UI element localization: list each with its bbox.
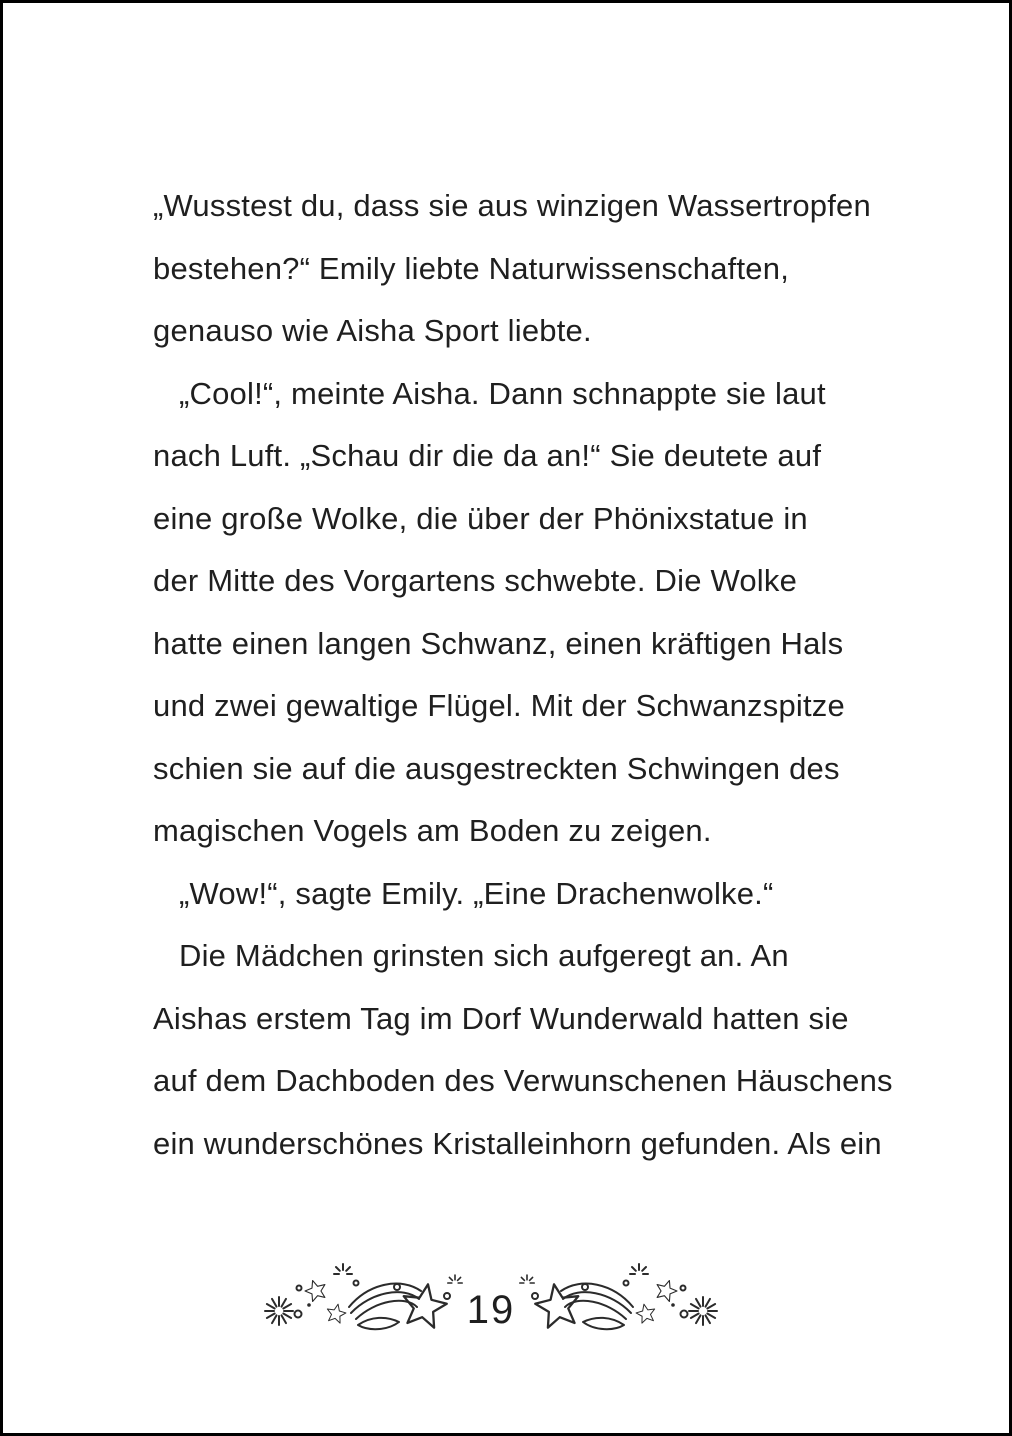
text-line: ein wunderschönes Kristalleinhorn gefunden. Als ein bbox=[153, 1125, 882, 1161]
text-line: bestehen?“ Emily liebte Naturwissenschaften, bbox=[153, 250, 790, 286]
text-line: schien sie auf die ausgestreckten Schwingen des bbox=[153, 750, 840, 786]
text-line: nach Luft. „Schau dir die da an!“ Sie deutete auf bbox=[153, 438, 822, 473]
text-line: hatte einen langen Schwanz, einen kräftigen Hals bbox=[153, 625, 844, 661]
text-line: der Mitte des Vorgartens schwebte. Die Wolke bbox=[153, 563, 798, 598]
ornament-right bbox=[520, 1264, 717, 1329]
text-line: „Wusstest du, dass sie aus winzigen Wassertropfen bbox=[153, 188, 871, 223]
text-line: magischen Vogels am Boden zu zeigen. bbox=[153, 813, 712, 848]
page-number: 19 bbox=[466, 1288, 516, 1332]
text-line: auf dem Dachboden des Verwunschenen Häuschens bbox=[153, 1063, 893, 1098]
text-line: genauso wie Aisha Sport liebte. bbox=[153, 313, 592, 348]
footer-ornament bbox=[261, 1261, 721, 1343]
text-line: „Wow!“, sagte Emily. „Eine Drachenwolke.“ bbox=[179, 875, 774, 911]
text-line: eine große Wolke, die über der Phönixstatue in bbox=[153, 500, 808, 536]
text-line: Die Mädchen grinsten sich aufgeregt an. An bbox=[179, 938, 789, 973]
ornament-left bbox=[265, 1264, 462, 1329]
page-footer bbox=[261, 1261, 721, 1343]
story-text bbox=[153, 175, 893, 1175]
text-line: „Cool!“, meinte Aisha. Dann schnappte sie laut bbox=[179, 375, 826, 411]
text-line: und zwei gewaltige Flügel. Mit der Schwanzspitze bbox=[153, 688, 845, 723]
text-line: Aishas erstem Tag im Dorf Wunderwald hatten sie bbox=[153, 1000, 849, 1036]
